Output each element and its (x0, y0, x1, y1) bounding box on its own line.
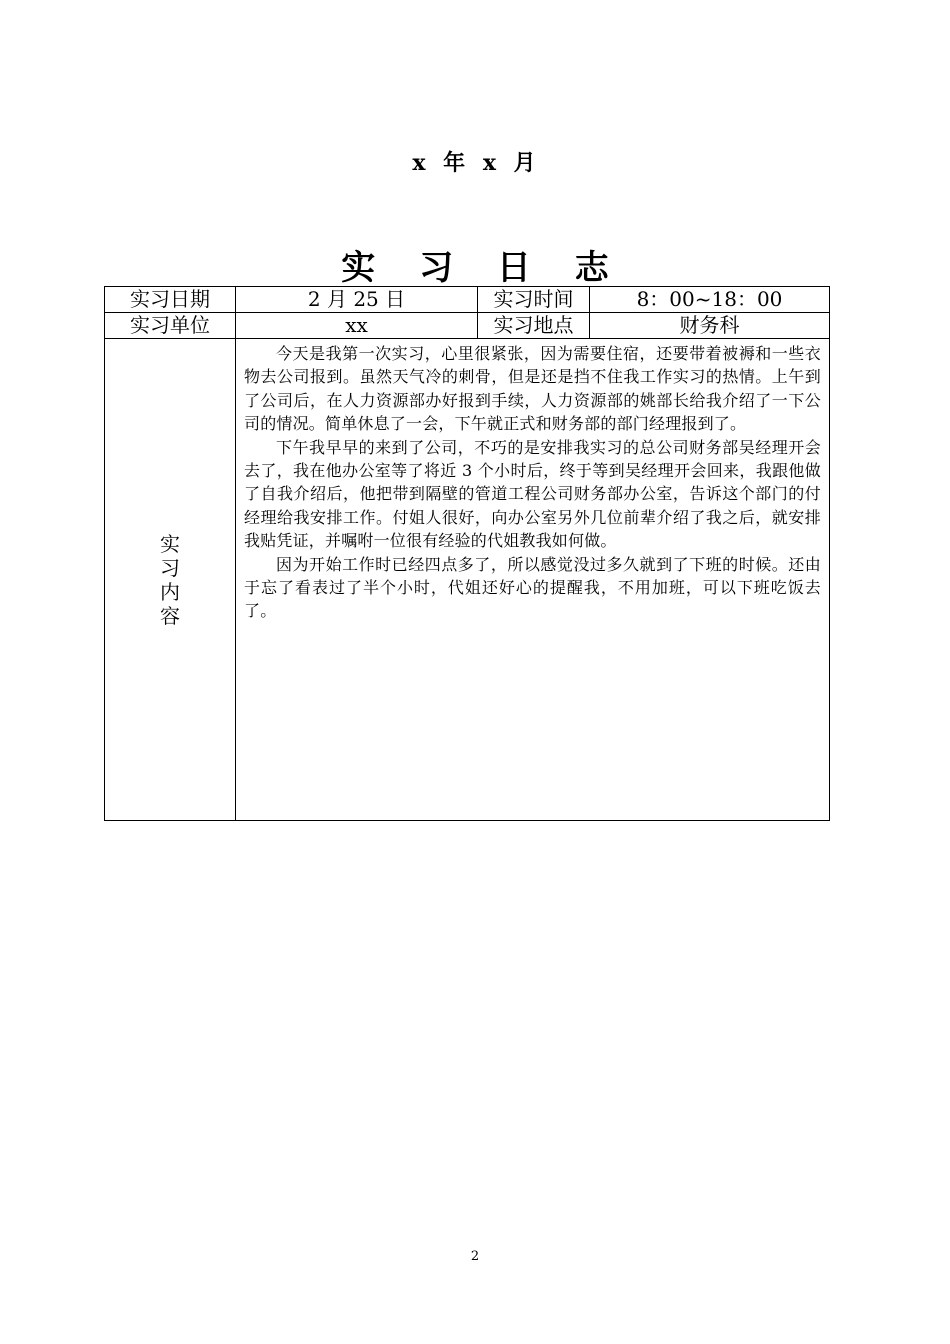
table-row-date-time (105, 287, 830, 313)
unit-label: 实习单位 (105, 313, 236, 339)
location-label: 实习地点 (478, 313, 590, 339)
table-row-unit-location (105, 313, 830, 339)
time-value: 8：00~18：00 (590, 287, 830, 313)
content-label-char: 实 (160, 531, 180, 556)
date-value: 2 月 25 日 (236, 287, 478, 313)
page-number: 2 (470, 1249, 480, 1264)
date-label: 实习日期 (105, 287, 236, 313)
content-paragraph: 下午我早早的来到了公司，不巧的是安排我实习的总公司财务部吴经理开会去了，我在他办公室等了将近 3 个小时后，终于等到吴经理开会回来，我跟他做了自我介绍后，他把带到隔壁的管道工程公司财务部办公室，告诉这个部门的付经理给我安排工作。付姐人很好，向办公室另外几位前辈介绍了我之后，就安排我贴凭证，并嘱咐一位很有经验的代姐教我如何做。 (244, 437, 821, 551)
unit-value: xx (236, 313, 478, 339)
content-body (236, 339, 830, 821)
internship-log-table (104, 286, 830, 821)
content-label-char: 内 (160, 579, 180, 604)
content-label-char: 容 (160, 603, 180, 628)
content-paragraph: 今天是我第一次实习，心里很紧张，因为需要住宿，还要带着被褥和一些衣物去公司报到。虽然天气冷的刺骨，但是还是挡不住我工作实习的热情。上午到了公司后，在人力资源部办好报到手续，人力资源部的姚部长给我介绍了一下公司的情况。简单休息了一会，下午就正式和财务部的部门经理报到了。 (244, 344, 821, 434)
date-line: x 年 x 月 (412, 150, 538, 176)
time-label: 实习时间 (478, 287, 590, 313)
content-paragraph: 因为开始工作时已经四点多了，所以感觉没过多久就到了下班的时候。还由于忘了看表过了半个小时，代姐还好心的提醒我，不用加班，可以下班吃饭去了。 (244, 554, 821, 621)
content-label (105, 339, 236, 821)
document-title: 实 习 日 志 (341, 248, 625, 288)
table-row-content (105, 339, 830, 821)
content-label-char: 习 (160, 555, 180, 580)
location-value: 财务科 (590, 313, 830, 339)
